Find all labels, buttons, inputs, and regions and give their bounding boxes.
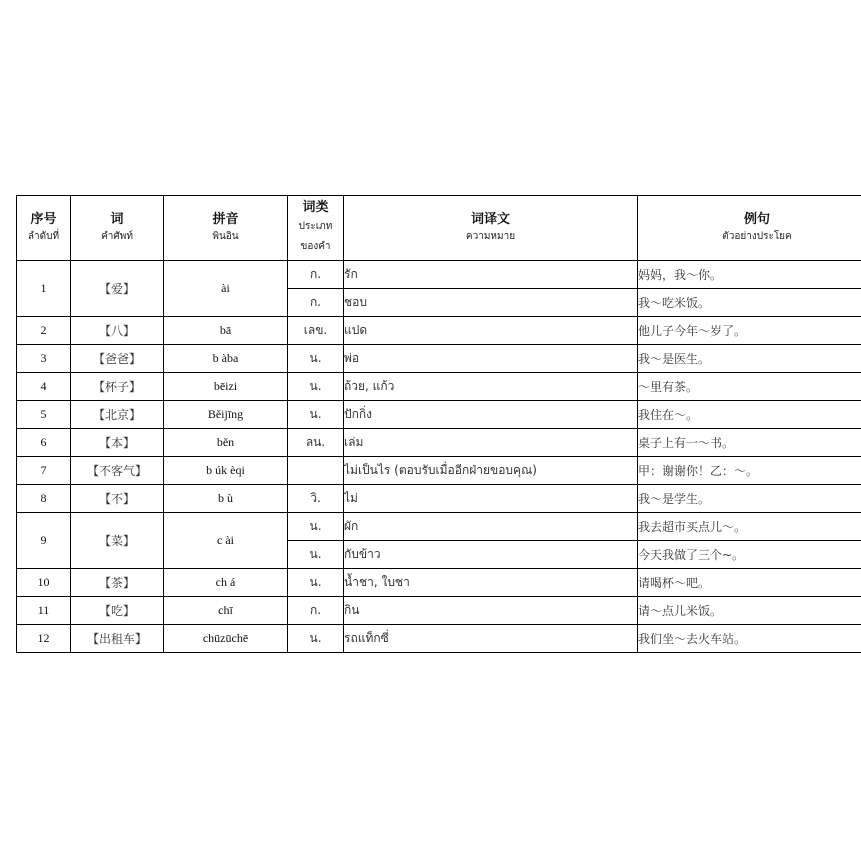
table-row [17,569,861,597]
row-example: 我～吃米饭。 [638,289,861,317]
row-pos: วิ. [288,485,344,513]
header-word: 词 คำศัพท์ [71,196,164,261]
row-word: 【北京】 [71,401,164,429]
row-index: 7 [17,457,71,485]
row-index: 2 [17,317,71,345]
header-index: 序号 ลำดับที่ [17,196,71,261]
row-meaning: กิน [344,597,638,625]
row-pos: น. [288,541,344,569]
row-meaning: เล่ม [344,429,638,457]
row-pinyin: b ù [164,485,288,513]
row-meaning: แปด [344,317,638,345]
table-row [17,597,861,625]
table-row [17,513,861,541]
row-pos: ก. [288,289,344,317]
row-pos: เลข. [288,317,344,345]
row-index: 9 [17,513,71,569]
row-word: 【杯子】 [71,373,164,401]
row-word: 【不客气】 [71,457,164,485]
table-row [17,317,861,345]
row-pinyin: chī [164,597,288,625]
table-row [17,625,861,653]
row-index: 3 [17,345,71,373]
row-pinyin: b úk èqi [164,457,288,485]
row-example: ～里有茶。 [638,373,861,401]
row-pos: น. [288,401,344,429]
row-meaning: ไม่ [344,485,638,513]
table-body [17,261,861,653]
header-meaning: 词译文 ความหมาย [344,196,638,261]
row-word: 【八】 [71,317,164,345]
row-word: 【菜】 [71,513,164,569]
table-row [17,457,861,485]
row-example: 我～是医生。 [638,345,861,373]
row-example: 请～点儿米饭。 [638,597,861,625]
row-word: 【茶】 [71,569,164,597]
vocabulary-table [16,195,861,653]
row-meaning: ไม่เป็นไร (ตอบรับเมื่ออีกฝ่ายขอบคุณ) [344,457,638,485]
row-pos: น. [288,569,344,597]
row-example: 我～是学生。 [638,485,861,513]
row-pos: น. [288,345,344,373]
row-pos: น. [288,373,344,401]
row-pos: ก. [288,261,344,289]
row-example: 我们坐～去火车站。 [638,625,861,653]
row-pinyin: ài [164,261,288,317]
row-example: 今天我做了三个~。 [638,541,861,569]
header-pinyin: 拼音 พินอิน [164,196,288,261]
row-word: 【爱】 [71,261,164,317]
row-meaning: ถ้วย, แก้ว [344,373,638,401]
row-index: 12 [17,625,71,653]
row-example: 桌子上有一～书。 [638,429,861,457]
row-index: 8 [17,485,71,513]
row-example: 我去超市买点儿～。 [638,513,861,541]
row-index: 1 [17,261,71,317]
row-example: 甲：谢谢你！乙：～。 [638,457,861,485]
row-meaning: น้ำชา, ใบชา [344,569,638,597]
header-row [17,196,861,261]
table-row [17,345,861,373]
row-meaning: ปักกิ่ง [344,401,638,429]
table-row [17,373,861,401]
row-meaning: ผัก [344,513,638,541]
row-index: 4 [17,373,71,401]
row-index: 5 [17,401,71,429]
row-word: 【吃】 [71,597,164,625]
row-pinyin: bēizi [164,373,288,401]
row-pinyin: chūzūchē [164,625,288,653]
row-index: 11 [17,597,71,625]
row-pinyin: Běijīng [164,401,288,429]
row-meaning: รัก [344,261,638,289]
row-pos [288,457,344,485]
row-meaning: พ่อ [344,345,638,373]
row-word: 【不】 [71,485,164,513]
row-meaning: กับข้าว [344,541,638,569]
row-index: 6 [17,429,71,457]
row-meaning: รถแท็กซี่ [344,625,638,653]
row-pinyin: běn [164,429,288,457]
row-pinyin: b àba [164,345,288,373]
row-pos: น. [288,625,344,653]
row-example: 妈妈，我～你。 [638,261,861,289]
header-pos: 词类 ประเภท ของคำ [288,196,344,261]
row-pinyin: bā [164,317,288,345]
row-example: 请喝杯～吧。 [638,569,861,597]
row-pos: น. [288,513,344,541]
row-index: 10 [17,569,71,597]
row-word: 【爸爸】 [71,345,164,373]
row-example: 我住在～。 [638,401,861,429]
table-row [17,485,861,513]
row-pos: ลน. [288,429,344,457]
header-example: 例句 ตัวอย่างประโยค [638,196,861,261]
row-word: 【本】 [71,429,164,457]
table-row [17,429,861,457]
table-row [17,261,861,289]
row-pos: ก. [288,597,344,625]
row-word: 【出租车】 [71,625,164,653]
row-meaning: ชอบ [344,289,638,317]
row-pinyin: ch á [164,569,288,597]
table-row [17,401,861,429]
row-pinyin: c ài [164,513,288,569]
row-example: 他儿子今年～岁了。 [638,317,861,345]
